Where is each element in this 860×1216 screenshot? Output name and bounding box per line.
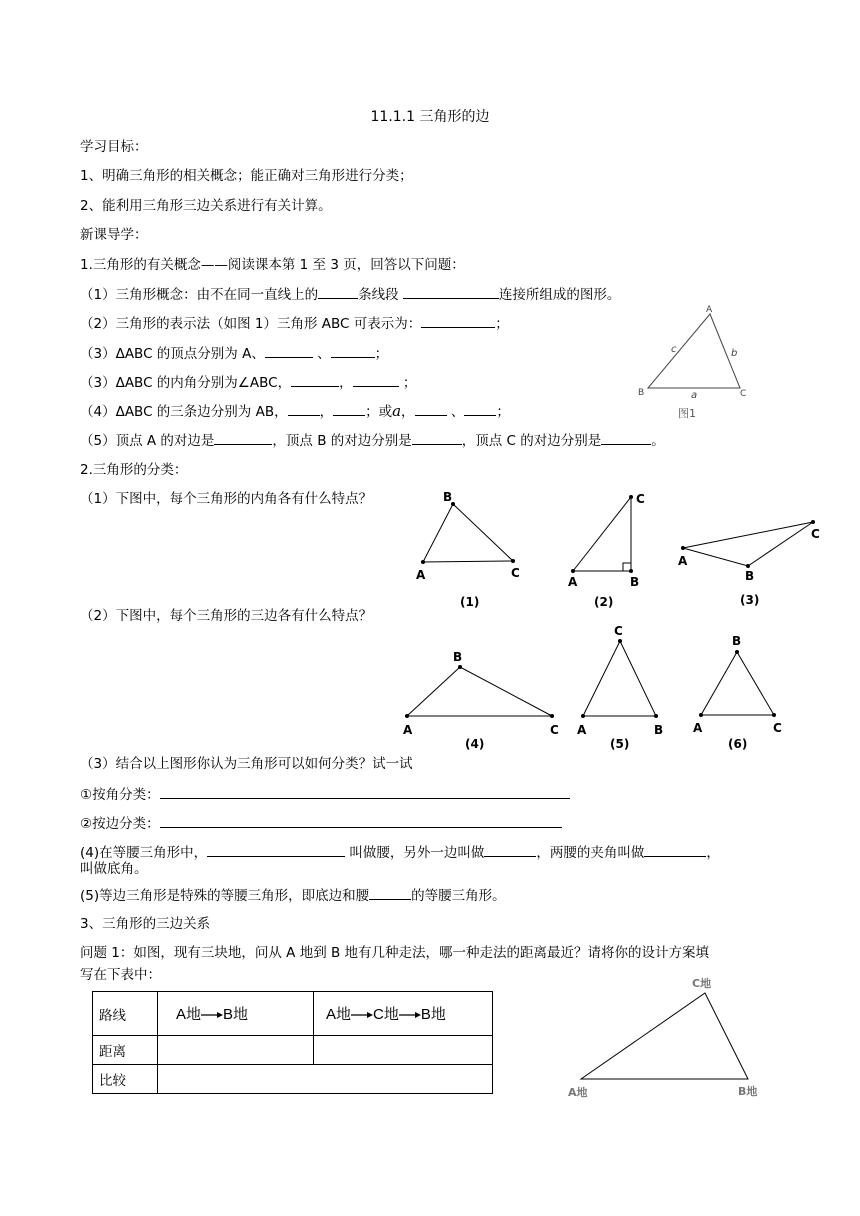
figure-caption: (1) [460, 595, 480, 609]
q1-text-c: 连接所组成的图形。 [498, 287, 621, 303]
q1-text-a: （1）三角形概念：由不在同一直线上的 [80, 287, 319, 303]
answer-blank[interactable] [412, 431, 462, 445]
figure-caption: (5) [610, 737, 630, 751]
vertex-label-c: C [511, 566, 520, 580]
table-row [93, 1036, 493, 1065]
q2-text-a: （2）三角形的表示法（如图 1）三角形 ABC 可表示为： [80, 316, 422, 332]
vertex-label-a: A [706, 305, 713, 315]
question-1-5 [80, 402, 510, 421]
triangle-isosceles [577, 624, 663, 751]
q4-text-a: （3）ΔABC 的内角分别为∠ABC， [80, 375, 292, 391]
answer-blank[interactable] [464, 402, 496, 416]
vertex-label-c: C [740, 389, 747, 399]
vertex-label-c: C [550, 723, 559, 737]
figure-1-triangle [630, 300, 760, 430]
answer-blank[interactable] [601, 431, 651, 445]
row-header-compare: 比较 [93, 1065, 158, 1094]
section-1-heading: 1.三角形的有关概念——阅读课本第 1 至 3 页，回答以下问题： [80, 257, 465, 273]
vertex-point [571, 569, 575, 573]
answer-blank[interactable] [265, 344, 313, 358]
vertex-point [735, 650, 739, 654]
triangle-obtuse [678, 520, 820, 607]
classify-by-angle [80, 785, 570, 804]
vertex-point [629, 569, 633, 573]
goal-2: 2、能利用三角形三边关系进行有关计算。 [80, 198, 332, 214]
triangle-shape [573, 497, 631, 571]
vertex-point [405, 714, 409, 718]
vertex-label-b: B [443, 490, 453, 504]
triangle-shape [423, 504, 513, 562]
vertex-label-a: A [577, 723, 587, 737]
angle-triangles [405, 485, 845, 615]
q5-comma-2: ， [401, 404, 415, 420]
goal-1: 1、明确三角形的相关概念；能正确对三角形进行分类； [80, 168, 413, 184]
answer-blank[interactable] [403, 285, 499, 299]
by-angle-label: ①按角分类： [80, 787, 160, 803]
vertex-label-c: C [811, 527, 820, 541]
route-2-cell [314, 992, 493, 1036]
route-1-from: A地 [176, 1006, 202, 1023]
question-1-2 [80, 314, 509, 333]
vertex-label-c: C地 [692, 977, 712, 990]
answer-blank[interactable] [288, 402, 320, 416]
side-label-a: a [691, 390, 698, 401]
figure-caption: (6) [728, 737, 748, 751]
side-label-c: c [671, 344, 677, 355]
figure-caption: 图1 [678, 407, 696, 420]
vertex-point [681, 546, 685, 550]
route-table [92, 991, 493, 1094]
row-header-distance: 距离 [93, 1036, 158, 1065]
answer-blank[interactable] [421, 314, 495, 328]
vertex-label-a: A [416, 568, 426, 582]
vertex-label-a: A [403, 723, 413, 737]
q5-sep: 、 [450, 404, 465, 420]
answer-blank[interactable] [160, 814, 562, 828]
map-triangle [560, 970, 780, 1110]
answer-blank[interactable] [214, 431, 272, 445]
q3-sep: 、 [317, 346, 331, 362]
q2-text-b: ； [495, 316, 509, 332]
q5-text-b: ；或 [365, 404, 393, 420]
distance-cell[interactable] [158, 1036, 314, 1065]
lesson-heading: 新课导学： [80, 227, 148, 243]
triangle-shape [407, 667, 552, 716]
classify-by-side [80, 814, 562, 833]
triangle-shape [583, 641, 656, 716]
vertex-label-b: B [630, 575, 640, 589]
vertex-label-b: B地 [738, 1085, 758, 1098]
q6-text-d: 。 [651, 433, 665, 449]
triangle-acute [416, 490, 520, 609]
vertex-point [618, 639, 622, 643]
route-1-to: B地 [223, 1006, 249, 1023]
vertex-point [581, 714, 585, 718]
vertex-label-c: C [773, 721, 782, 735]
vertex-point [811, 520, 815, 524]
q6-text-a: （5）顶点 A 的对边是 [80, 433, 215, 449]
problem-1-line-1: 问题 1：如图，现有三块地，问从 A 地到 B 地有几种走法，哪一种走法的距离最近？请将你的设计方案填 [80, 945, 710, 961]
arrow-right-icon [201, 1010, 223, 1020]
table-row [93, 1065, 493, 1094]
vertex-label-b: B [745, 569, 755, 583]
iso-text-c: ，两腰的夹角叫做 [536, 845, 645, 861]
q3-text-a: （3）ΔABC 的顶点分别为 A、 [80, 346, 265, 362]
iso-text-b: 叫做腰，另外一边叫做 [349, 845, 485, 861]
answer-blank[interactable] [160, 785, 570, 799]
vertex-label-b: B [453, 650, 463, 664]
vertex-point [629, 495, 633, 499]
answer-blank[interactable] [318, 285, 358, 299]
vertex-label-c: C [614, 624, 623, 638]
q5-text-a: （4）ΔABC 的三条边分别为 AB， [80, 404, 288, 420]
equi-text-a: (5)等边三角形是特殊的等腰三角形，即底边和腰 [80, 888, 370, 904]
triangle-shape [683, 522, 813, 566]
page-title: 11.1.1 三角形的边 [370, 109, 490, 125]
question-1-3 [80, 344, 388, 363]
triangle-scalene [403, 650, 559, 751]
arrow-right-icon [399, 1010, 421, 1020]
section-2-heading: 2.三角形的分类： [80, 462, 188, 478]
figure-caption: (2) [594, 595, 614, 609]
q6-text-c: ，顶点 C 的对边分别是 [461, 433, 602, 449]
q3-end: ； [374, 346, 389, 362]
question-2-2: （2）下图中，每个三角形的三边各有什么特点？ [80, 608, 373, 624]
answer-blank[interactable] [333, 402, 365, 416]
triangle-equilateral [693, 634, 782, 751]
question-2-5 [80, 886, 506, 905]
vertex-point [772, 713, 776, 717]
route-2-from: A地 [326, 1006, 352, 1023]
q6-text-b: ，顶点 B 的对边分别是 [272, 433, 412, 449]
vertex-label-a: A [678, 554, 688, 568]
equi-text-b: 的等腰三角形。 [411, 888, 506, 904]
question-1-6 [80, 431, 665, 450]
question-2-4-cont: 叫做底角。 [80, 861, 148, 877]
figure-caption: (3) [740, 593, 760, 607]
side-triangles [395, 620, 815, 760]
answer-blank[interactable] [353, 373, 399, 387]
side-label-b: b [731, 348, 738, 359]
vertex-point [699, 713, 703, 717]
vertex-label-b: B [638, 388, 645, 398]
answer-blank[interactable] [415, 402, 447, 416]
vertex-point [550, 714, 554, 718]
q5-comma: ， [319, 404, 334, 420]
route-1-cell [158, 992, 314, 1036]
question-1-4 [80, 373, 416, 392]
vertex-label-b: B [654, 723, 664, 737]
q1-text-b: 条线段 [358, 287, 399, 303]
q5-var: a [392, 402, 402, 420]
route-2-to: B地 [420, 1006, 446, 1023]
q4-end: ； [402, 375, 417, 391]
triangle-shape [648, 314, 740, 388]
vertex-point [746, 564, 750, 568]
vertex-label-c: C [636, 492, 645, 506]
vertex-label-a: A地 [568, 1086, 588, 1099]
row-header-route: 路线 [93, 992, 158, 1036]
vertex-point [511, 559, 515, 563]
question-1-1 [80, 285, 620, 304]
q4-comma: ， [339, 375, 353, 391]
triangle-shape [701, 652, 774, 715]
vertex-point [654, 714, 658, 718]
problem-1-line-2: 写在下表中： [80, 967, 161, 983]
question-2-1: （1）下图中，每个三角形的内角各有什么特点？ [80, 491, 373, 507]
iso-text-d: ， [706, 845, 720, 861]
answer-blank[interactable] [207, 843, 345, 857]
vertex-label-a: A [568, 575, 578, 589]
question-2-3: （3）结合以上图形你认为三角形可以如何分类？试一试 [80, 756, 413, 772]
arrow-right-icon [351, 1010, 373, 1020]
iso-text-a: (4)在等腰三角形中， [80, 845, 208, 861]
section-3-heading: 3、三角形的三边关系 [80, 916, 211, 932]
vertex-point [421, 560, 425, 564]
vertex-point [458, 665, 462, 669]
triangle-shape [581, 993, 748, 1079]
by-side-label: ②按边分类： [80, 816, 160, 832]
triangle-right [568, 492, 645, 609]
question-2-4 [80, 843, 720, 862]
answer-blank[interactable] [369, 886, 411, 900]
vertex-label-b: B [732, 634, 742, 648]
table-row [93, 992, 493, 1036]
distance-cell[interactable] [314, 1036, 493, 1065]
compare-cell[interactable] [158, 1065, 493, 1094]
answer-blank[interactable] [484, 843, 536, 857]
route-2-mid: C地 [373, 1006, 399, 1023]
q5-end: ； [496, 404, 510, 420]
answer-blank[interactable] [331, 344, 375, 358]
answer-blank[interactable] [291, 373, 339, 387]
answer-blank[interactable] [644, 843, 706, 857]
goals-heading: 学习目标： [80, 139, 148, 155]
figure-caption: (4) [465, 737, 485, 751]
vertex-label-a: A [693, 721, 703, 735]
